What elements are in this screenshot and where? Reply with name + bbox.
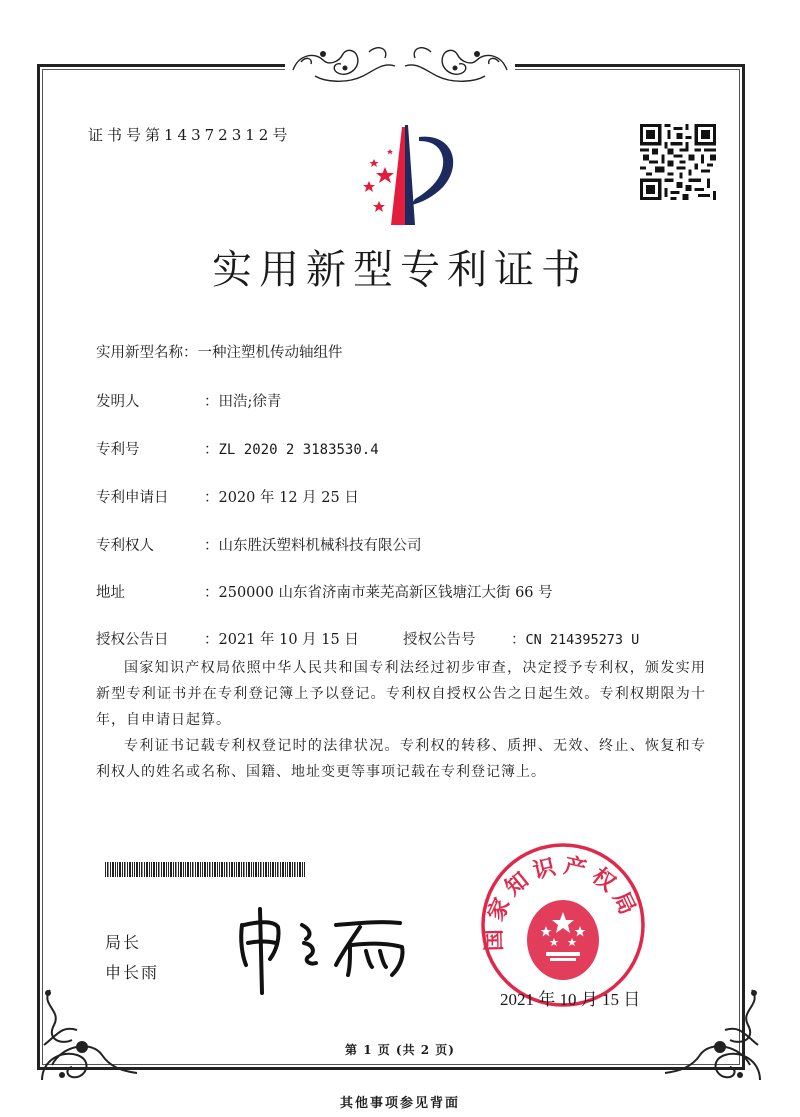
field-label: 地址 (96, 585, 125, 601)
field-value: 一种注塑机传动轴组件 (197, 345, 343, 361)
field-value: ZL 2020 2 3183530.4 (218, 442, 379, 458)
field-label: 实用新型名称 (96, 345, 183, 361)
field-patent-number: 专利号 ：ZL 2020 2 3183530.4 (96, 438, 379, 459)
field-label: 专利申请日 (96, 490, 169, 506)
certificate-number: 证书号第14372312号 (88, 126, 292, 144)
issue-date: 2021 年 10 月 15 日 (500, 990, 641, 1009)
dragon-ornament-icon (285, 42, 515, 87)
corner-ornament-icon (32, 985, 142, 1095)
field-inventor: 发明人 ：田浩;徐青 (96, 390, 281, 411)
field-label: 专利权人 (96, 538, 154, 554)
field-label: 授权公告号 (403, 632, 476, 648)
director-block (105, 928, 159, 988)
qr-code-icon (640, 124, 716, 200)
legal-text (96, 655, 706, 785)
field-value: 2021 年 10 月 15 日 (218, 632, 359, 648)
field-utility-model-name: 实用新型名称：一种注塑机传动轴组件 (96, 341, 343, 362)
signature-icon (230, 895, 410, 995)
field-value: 田浩;徐青 (218, 394, 282, 410)
field-label: 授权公告日 (96, 632, 169, 648)
footer-note: 其他事项参见背面 (339, 1096, 460, 1111)
director-name: 申长雨 (105, 963, 160, 982)
paragraph-legal-status: 专利证书记载专利权登记时的法律状况。专利权的转移、质押、无效、终止、恢复和专利权人的姓名或名称、国籍、地址变更等事项记载在专利登记簿上。 (96, 738, 706, 780)
corner-ornament-icon (660, 985, 770, 1095)
field-label: 专利号 (96, 442, 140, 458)
barcode-icon (105, 862, 305, 877)
field-patentee: 专利权人 ：山东胜沃塑料机械科技有限公司 (96, 534, 422, 555)
field-value: 250000 山东省济南市莱芜高新区钱塘江大街 66 号 (218, 585, 553, 601)
certificate-title: 实用新型专利证书 (212, 247, 588, 293)
field-address: 地址 ：250000 山东省济南市莱芜高新区钱塘江大街 66 号 (96, 581, 553, 602)
page-info: 第 1 页 (共 2 页) (345, 1043, 455, 1057)
field-value: 2020 年 12 月 25 日 (218, 490, 359, 506)
field-grant-number: 授权公告号 ：CN 214395273 U (403, 628, 639, 649)
seal-text: 国家知识产权局 (481, 853, 643, 952)
paragraph-grant-statement: 国家知识产权局依照中华人民共和国专利法经过初步审查，决定授予专利权，颁发实用新型专利证书并在专利登记簿上予以登记。专利权自授权公告之日起生效。专利权期限为十年，自申请日起算。 (96, 660, 706, 728)
director-title: 局长 (105, 933, 142, 952)
field-value: CN 214395273 U (525, 632, 640, 648)
field-application-date: 专利申请日 ：2020 年 12 月 25 日 (96, 486, 359, 507)
field-value: 山东胜沃塑料机械科技有限公司 (218, 538, 422, 554)
field-label: 发明人 (96, 394, 140, 410)
cnipa-logo-icon (345, 115, 465, 225)
field-grant-date: 授权公告日 ：2021 年 10 月 15 日 (96, 628, 359, 649)
